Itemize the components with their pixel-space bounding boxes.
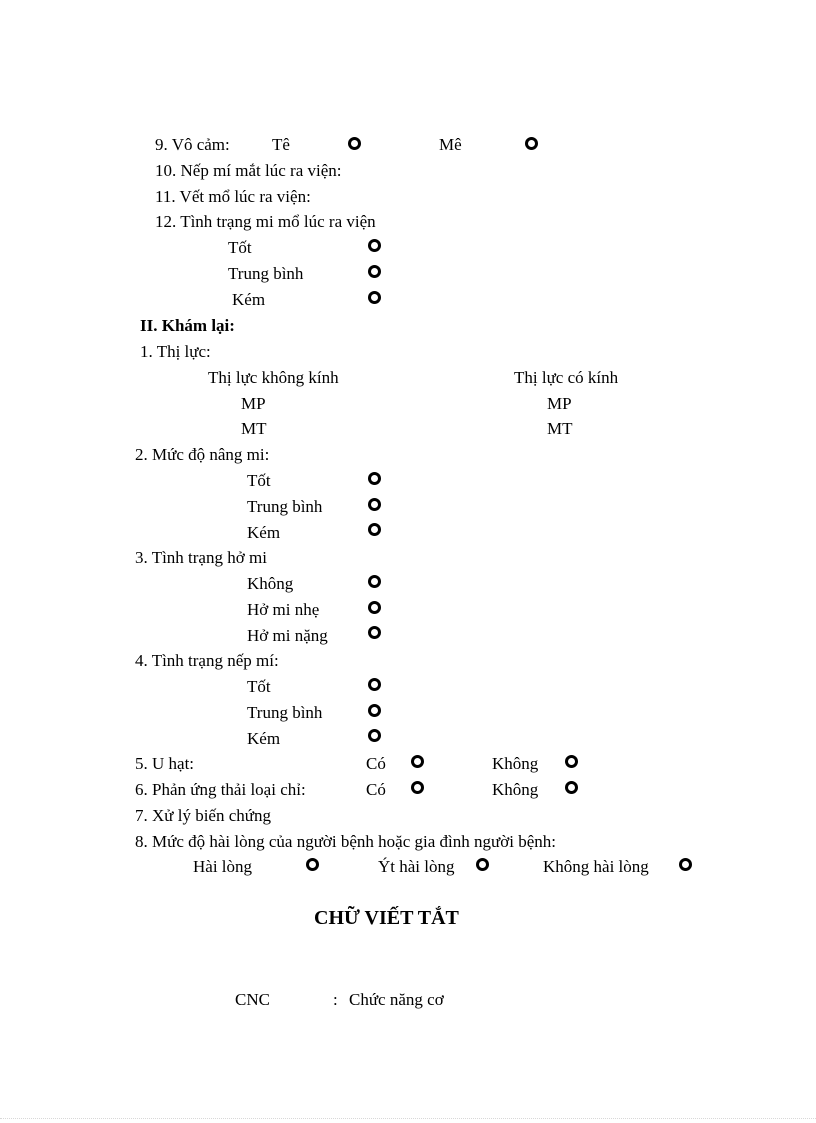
q12-label: 12. Tình trạng mi mổ lúc ra viện xyxy=(155,212,376,231)
ii-q3-label: 3. Tình trạng hở mi xyxy=(135,548,267,567)
ii-q2-option-good-radio-icon[interactable] xyxy=(368,472,381,485)
ii-q8-option-unsatisfied-label: Không hài lòng xyxy=(543,857,649,876)
ii-q4-option-good-radio-icon[interactable] xyxy=(368,678,381,691)
q12-option-average-label: Trung bình xyxy=(228,264,304,283)
ii-q2-option-good-label: Tốt xyxy=(247,471,271,490)
ii-q5-option-no-label: Không xyxy=(492,754,539,773)
ii-q3-option-severe-radio-icon[interactable] xyxy=(368,626,381,639)
q12-option-good-radio-icon[interactable] xyxy=(368,239,381,252)
ii-q3-option-none-radio-icon[interactable] xyxy=(368,575,381,588)
q9-option-me-label: Mê xyxy=(439,135,462,154)
q9-option-te-label: Tê xyxy=(272,135,290,154)
ii-q3-option-mild-radio-icon[interactable] xyxy=(368,601,381,614)
q9-option-me-radio-icon[interactable] xyxy=(525,137,538,150)
ii-q8-option-satisfied-label: Hài lòng xyxy=(193,857,253,876)
ii-q7-label: 7. Xử lý biến chứng xyxy=(135,806,271,825)
ii-q5-option-yes-label: Có xyxy=(366,754,386,773)
ii-q3-option-none-label: Không xyxy=(247,574,294,593)
ii-q2-option-average-radio-icon[interactable] xyxy=(368,498,381,511)
ii-q2-option-poor-label: Kém xyxy=(247,523,281,542)
ii-q5-option-no-radio-icon[interactable] xyxy=(565,755,578,768)
ii-q3-option-severe-label: Hở mi nặng xyxy=(247,626,328,645)
ii-q8-option-less-satisfied-radio-icon[interactable] xyxy=(476,858,489,871)
ii-q1-left-mp-label: MP xyxy=(241,394,266,413)
ii-q1-col-left-header: Thị lực không kính xyxy=(208,368,339,387)
ii-q5-option-yes-radio-icon[interactable] xyxy=(411,755,424,768)
ii-q4-option-good-label: Tốt xyxy=(247,677,271,696)
ii-q6-label: 6. Phản ứng thải loại chỉ: xyxy=(135,780,306,799)
ii-q1-col-right-header: Thị lực có kính xyxy=(514,368,619,387)
ii-q8-label: 8. Mức độ hài lòng của người bệnh hoặc gia đình người bệnh: xyxy=(135,832,556,851)
ii-q1-label: 1. Thị lực: xyxy=(140,342,211,361)
ii-q4-option-poor-radio-icon[interactable] xyxy=(368,729,381,742)
ii-q8-option-satisfied-radio-icon[interactable] xyxy=(306,858,319,871)
ii-q6-option-no-label: Không xyxy=(492,780,539,799)
q11-label: 11. Vết mổ lúc ra viện: xyxy=(155,187,311,206)
q12-option-average-radio-icon[interactable] xyxy=(368,265,381,278)
ii-q4-option-average-label: Trung bình xyxy=(247,703,323,722)
ii-q6-option-no-radio-icon[interactable] xyxy=(565,781,578,794)
ii-q6-option-yes-radio-icon[interactable] xyxy=(411,781,424,794)
ii-q5-label: 5. U hạt: xyxy=(135,754,195,773)
section-ii-heading: II. Khám lại: xyxy=(140,316,235,335)
ii-q1-right-mp-label: MP xyxy=(547,394,572,413)
ii-q1-left-mt-label: MT xyxy=(241,419,267,438)
abbreviation-term: CNC xyxy=(235,990,270,1009)
abbreviation-meaning: Chức năng cơ xyxy=(349,990,444,1009)
q12-option-poor-radio-icon[interactable] xyxy=(368,291,381,304)
q12-option-poor-label: Kém xyxy=(232,290,266,309)
q10-label: 10. Nếp mí mắt lúc ra viện: xyxy=(155,161,342,180)
ii-q3-option-mild-label: Hở mi nhẹ xyxy=(247,600,320,619)
ii-q2-label: 2. Mức độ nâng mi: xyxy=(135,445,270,464)
ii-q4-option-poor-label: Kém xyxy=(247,729,281,748)
abbreviations-title: CHỮ VIẾT TẮT xyxy=(314,907,459,929)
q12-option-good-label: Tốt xyxy=(228,238,252,257)
q9-label: 9. Vô cảm: xyxy=(155,135,230,154)
ii-q2-option-poor-radio-icon[interactable] xyxy=(368,523,381,536)
ii-q8-option-less-satisfied-label: Ýt hài lòng xyxy=(378,857,455,876)
page-bottom-divider xyxy=(0,1118,816,1119)
ii-q1-right-mt-label: MT xyxy=(547,419,573,438)
ii-q4-option-average-radio-icon[interactable] xyxy=(368,704,381,717)
ii-q4-label: 4. Tình trạng nếp mí: xyxy=(135,651,279,670)
q9-option-te-radio-icon[interactable] xyxy=(348,137,361,150)
abbreviation-separator: : xyxy=(333,990,338,1009)
ii-q2-option-average-label: Trung bình xyxy=(247,497,323,516)
ii-q8-option-unsatisfied-radio-icon[interactable] xyxy=(679,858,692,871)
ii-q6-option-yes-label: Có xyxy=(366,780,386,799)
